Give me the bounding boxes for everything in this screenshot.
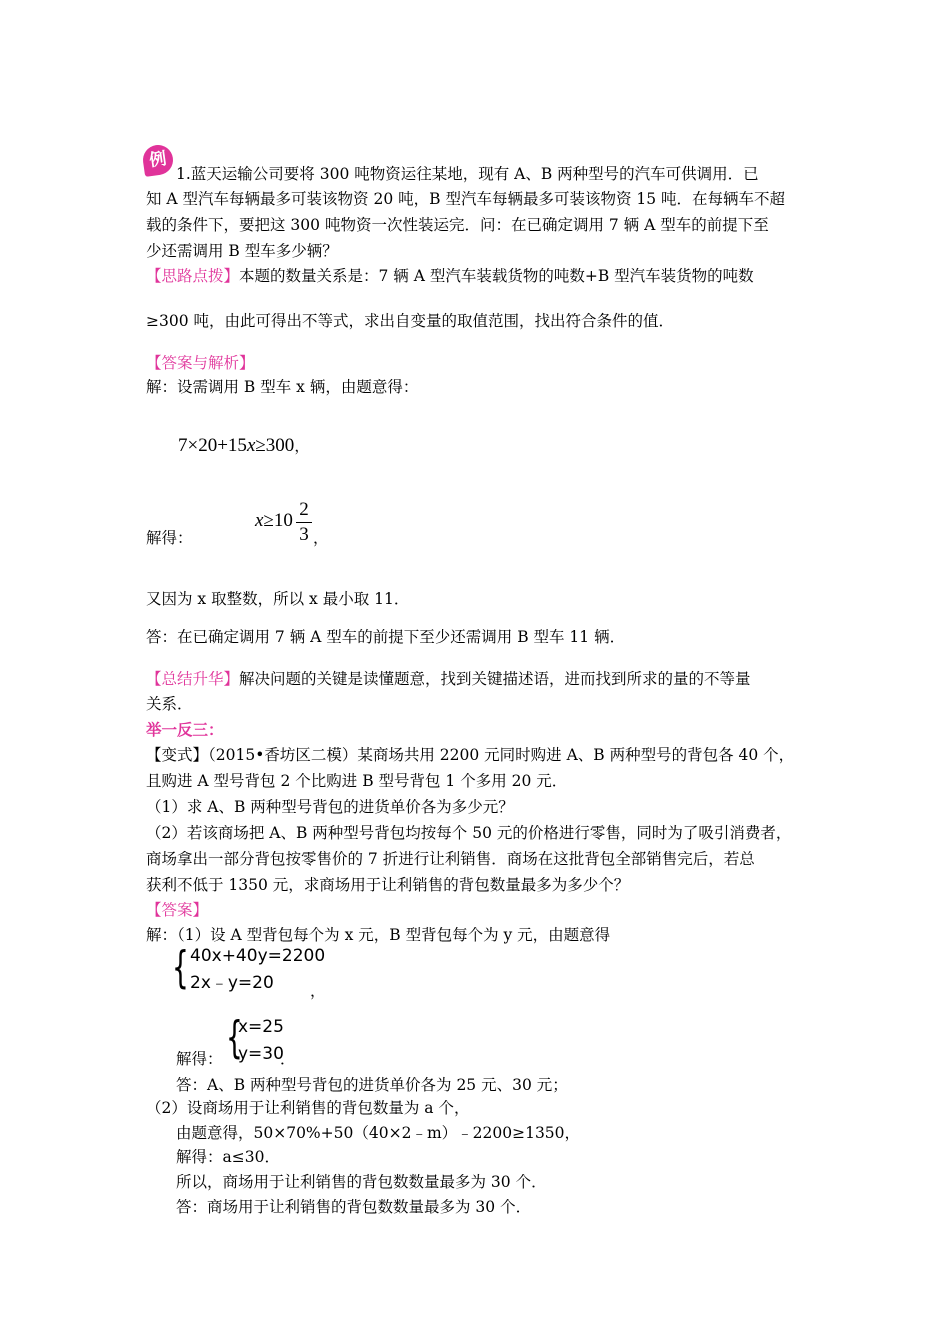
equation-2: 2x﹣y=20 <box>190 973 274 993</box>
summary-line-2: 关系． <box>146 695 193 713</box>
answer-final: 答：在已确定调用 7 辆 A 型车的前提下至少还需调用 B 型车 11 辆． <box>146 628 626 646</box>
equation-system-2 <box>238 1014 284 1068</box>
variant-label: 【变式】 <box>146 746 209 764</box>
example-line-3: 载的条件下，要把这 300 吨物资一次性装运完．问：在已确定调用 7 辆 A 型车的前提下至 <box>146 216 769 234</box>
hint-line-1 <box>146 265 754 287</box>
summary-line-1 <box>146 668 751 690</box>
variant-line-2: 且购进 A 型号背包 2 个比购进 B 型号背包 1 个多用 20 元． <box>146 772 568 790</box>
hint-text-1: 本题的数量关系是：7 辆 A 型汽车装载货物的吨数+B 型汽车装货物的吨数 <box>239 267 754 285</box>
example-line-1: 1.蓝天运输公司要将 300 吨物资运往某地，现有 A、B 两种型号的汽车可供调用．已 <box>176 165 759 183</box>
summary-text-1: 解决问题的关键是读懂题意，找到关键描述语，进而找到所求的量的不等量 <box>239 670 751 688</box>
ineq-post: ≥300 <box>255 435 295 456</box>
practice-solution-1: 解：（1）设 A 型背包每个为 x 元，B 型背包每个为 y 元，由题意得 <box>146 926 611 944</box>
integer-note: 又因为 x 取整数，所以 x 最小取 11． <box>146 590 410 608</box>
variant-text-1: （2015•香坊区二模）某商场共用 2200 元同时购进 A、B 两种型号的背包各 40 个， <box>208 746 795 764</box>
part2-equation: 由题意得，50×70%+50（40×2﹣m）﹣2200≥1350， <box>176 1124 581 1142</box>
sol-rel: ≥10 <box>263 510 293 531</box>
part2-so: 所以，商场用于让利销售的背包数数量最多为 30 个． <box>176 1173 547 1191</box>
solution-comma: ， <box>313 529 329 547</box>
solution <box>255 510 293 532</box>
sol-var: x <box>255 510 264 531</box>
system-comma: ， <box>310 982 326 1000</box>
solve-label: 解得： <box>146 529 193 547</box>
summary-label: 【总结升华】 <box>146 670 240 688</box>
example-line-2: 知 A 型汽车每辆最多可装该物资 20 吨，B 型汽车每辆最多可装该物资 15 吨．在每辆车不超 <box>146 190 786 208</box>
part2-answer: 答：商场用于让利销售的背包数数量最多为 30 个． <box>176 1198 532 1216</box>
practice-solve-label: 解得： <box>176 1050 223 1068</box>
ineq-comma: ， <box>294 439 310 455</box>
practice-heading: 举一反三： <box>146 720 224 739</box>
answer-label: 【答案与解析】 <box>146 354 255 372</box>
practice-answer-1: 答：A、B 两种型号背包的进货单价各为 25 元、30 元； <box>176 1076 568 1094</box>
hint-label: 【思路点拨】 <box>146 267 240 285</box>
question-2-line-2: 商场拿出一部分背包按零售价的 7 折进行让利销售．商场在这批背包全部销售完后，若总 <box>146 850 755 868</box>
equation-1: 40x+40y=2200 <box>190 946 326 966</box>
result-y: y=30 <box>238 1044 284 1064</box>
question-1: （1）求 A、B 两种型号背包的进货单价各为多少元？ <box>146 798 514 816</box>
example-line-4: 少还需调用 B 型车多少辆？ <box>146 242 338 260</box>
ineq-pre: 7×20+15 <box>178 435 247 456</box>
question-2-line-3: 获利不低于 1350 元，求商场用于让利销售的背包数量最多为多少个？ <box>146 876 630 894</box>
hint-line-2: ≥300 吨，由此可得出不等式，求出自变量的取值范围，找出符合条件的值． <box>146 312 675 330</box>
ineq-var: x <box>246 435 256 456</box>
part2-setup: （2）设商场用于让利销售的背包数量为 a 个， <box>146 1099 470 1117</box>
part2-solution: 解得：a≤30． <box>176 1148 280 1166</box>
inequality <box>178 435 309 458</box>
solution-fraction <box>296 499 312 546</box>
system-brace-2: { <box>226 1012 243 1063</box>
equation-system-1 <box>190 943 325 997</box>
frac-numerator: 2 <box>299 499 309 520</box>
answer-intro: 解：设需调用 B 型车 x 辆，由题意得： <box>146 378 419 396</box>
result-period: ． <box>280 1050 296 1068</box>
frac-bar <box>296 522 312 523</box>
system-brace-1: { <box>172 942 189 993</box>
result-x: x=25 <box>238 1017 284 1037</box>
variant-line-1 <box>146 744 794 766</box>
frac-denominator: 3 <box>299 524 309 545</box>
question-2-line-1: （2）若该商场把 A、B 两种型号背包均按每个 50 元的价格进行零售，同时为了吸引消费者， <box>146 824 792 842</box>
practice-answer-label: 【答案】 <box>146 901 209 919</box>
example-badge-icon: 例 <box>141 143 175 177</box>
